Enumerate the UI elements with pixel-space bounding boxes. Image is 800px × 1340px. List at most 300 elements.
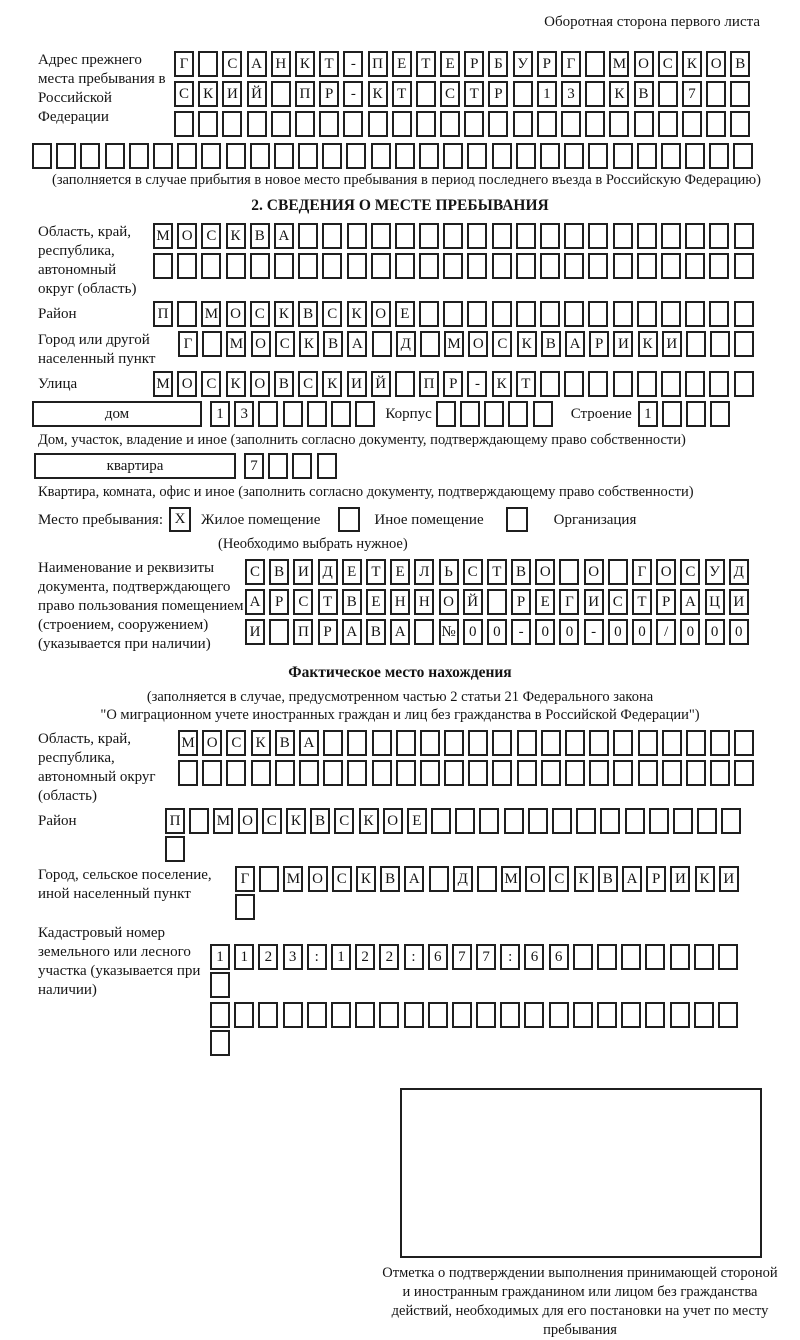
char-cell[interactable] — [419, 253, 439, 279]
char-cell[interactable] — [443, 223, 463, 249]
char-cell[interactable]: Й — [247, 81, 267, 107]
char-cell[interactable] — [250, 143, 270, 169]
char-cell[interactable] — [343, 111, 363, 137]
char-cell[interactable]: Д — [729, 559, 749, 585]
char-cell[interactable] — [431, 808, 451, 834]
char-cell[interactable] — [177, 301, 197, 327]
char-cell[interactable]: В — [634, 81, 654, 107]
char-cell[interactable] — [419, 223, 439, 249]
char-cell[interactable] — [234, 1002, 254, 1028]
char-cell[interactable]: П — [368, 51, 388, 77]
char-cell[interactable] — [637, 301, 657, 327]
char-cell[interactable] — [694, 1002, 714, 1028]
char-cell[interactable] — [573, 944, 593, 970]
char-cell[interactable]: К — [359, 808, 379, 834]
char-cell[interactable]: Г — [178, 331, 198, 357]
char-cell[interactable] — [649, 808, 669, 834]
char-cell[interactable] — [467, 143, 487, 169]
char-cell[interactable] — [710, 730, 730, 756]
char-cell[interactable]: К — [295, 51, 315, 77]
char-cell[interactable] — [298, 143, 318, 169]
char-cell[interactable] — [355, 1002, 375, 1028]
char-cell[interactable] — [210, 1002, 230, 1028]
char-cell[interactable] — [226, 253, 246, 279]
char-cell[interactable] — [658, 81, 678, 107]
char-cell[interactable]: Л — [414, 559, 434, 585]
char-cell[interactable] — [251, 760, 271, 786]
char-cell[interactable] — [80, 143, 100, 169]
char-cell[interactable]: В — [730, 51, 750, 77]
char-cell[interactable] — [686, 730, 706, 756]
char-cell[interactable]: О — [706, 51, 726, 77]
char-cell[interactable]: С — [322, 301, 342, 327]
char-cell[interactable] — [609, 111, 629, 137]
char-cell[interactable] — [198, 51, 218, 77]
char-cell[interactable] — [258, 401, 278, 427]
char-cell[interactable] — [709, 223, 729, 249]
char-cell[interactable]: - — [343, 81, 363, 107]
char-cell[interactable]: К — [286, 808, 306, 834]
char-cell[interactable]: Р — [319, 81, 339, 107]
char-cell[interactable] — [706, 81, 726, 107]
char-cell[interactable] — [268, 453, 288, 479]
char-cell[interactable]: Е — [390, 559, 410, 585]
char-cell[interactable]: Р — [646, 866, 666, 892]
char-cell[interactable] — [517, 730, 537, 756]
char-cell[interactable] — [613, 253, 633, 279]
stay-type-checkbox-org[interactable] — [506, 507, 528, 532]
char-cell[interactable]: Т — [416, 51, 436, 77]
char-cell[interactable] — [730, 111, 750, 137]
char-cell[interactable] — [661, 371, 681, 397]
char-cell[interactable]: : — [500, 944, 520, 970]
char-cell[interactable] — [347, 223, 367, 249]
char-cell[interactable]: 0 — [705, 619, 725, 645]
char-cell[interactable] — [540, 143, 560, 169]
char-cell[interactable] — [638, 760, 658, 786]
char-cell[interactable] — [371, 143, 391, 169]
char-cell[interactable] — [259, 866, 279, 892]
char-cell[interactable]: Н — [390, 589, 410, 615]
char-cell[interactable] — [477, 866, 497, 892]
char-cell[interactable] — [710, 401, 730, 427]
char-cell[interactable] — [283, 401, 303, 427]
char-cell[interactable]: С — [608, 589, 628, 615]
char-cell[interactable] — [347, 760, 367, 786]
char-cell[interactable]: 3 — [234, 401, 254, 427]
char-cell[interactable]: / — [656, 619, 676, 645]
char-cell[interactable]: 7 — [452, 944, 472, 970]
char-cell[interactable] — [709, 143, 729, 169]
char-cell[interactable] — [347, 253, 367, 279]
char-cell[interactable]: И — [293, 559, 313, 585]
char-cell[interactable] — [564, 223, 584, 249]
char-cell[interactable]: А — [247, 51, 267, 77]
char-cell[interactable] — [634, 111, 654, 137]
char-cell[interactable] — [734, 371, 754, 397]
char-cell[interactable]: К — [347, 301, 367, 327]
char-cell[interactable] — [428, 1002, 448, 1028]
char-cell[interactable]: - — [467, 371, 487, 397]
char-cell[interactable]: 7 — [476, 944, 496, 970]
char-cell[interactable]: 0 — [632, 619, 652, 645]
char-cell[interactable]: В — [380, 866, 400, 892]
char-cell[interactable] — [638, 730, 658, 756]
char-cell[interactable] — [436, 401, 456, 427]
char-cell[interactable] — [585, 51, 605, 77]
char-cell[interactable] — [479, 808, 499, 834]
char-cell[interactable]: 0 — [729, 619, 749, 645]
char-cell[interactable] — [694, 944, 714, 970]
char-cell[interactable] — [416, 111, 436, 137]
char-cell[interactable] — [589, 730, 609, 756]
char-cell[interactable]: Д — [318, 559, 338, 585]
char-cell[interactable]: К — [198, 81, 218, 107]
char-cell[interactable]: М — [178, 730, 198, 756]
char-cell[interactable]: 1 — [234, 944, 254, 970]
char-cell[interactable] — [733, 143, 753, 169]
char-cell[interactable] — [541, 730, 561, 756]
char-cell[interactable] — [564, 371, 584, 397]
char-cell[interactable]: К — [609, 81, 629, 107]
char-cell[interactable]: - — [343, 51, 363, 77]
char-cell[interactable] — [323, 760, 343, 786]
char-cell[interactable]: С — [201, 223, 221, 249]
char-cell[interactable]: С — [680, 559, 700, 585]
char-cell[interactable] — [516, 223, 536, 249]
char-cell[interactable] — [588, 301, 608, 327]
char-cell[interactable]: В — [342, 589, 362, 615]
char-cell[interactable]: - — [511, 619, 531, 645]
char-cell[interactable] — [637, 143, 657, 169]
char-cell[interactable]: С — [201, 371, 221, 397]
char-cell[interactable]: К — [492, 371, 512, 397]
char-cell[interactable] — [371, 253, 391, 279]
char-cell[interactable]: М — [226, 331, 246, 357]
char-cell[interactable] — [468, 730, 488, 756]
char-cell[interactable]: Р — [656, 589, 676, 615]
stay-type-checkbox-zhiloe[interactable]: X — [169, 507, 191, 532]
char-cell[interactable]: М — [153, 223, 173, 249]
char-cell[interactable] — [201, 253, 221, 279]
char-cell[interactable]: М — [609, 51, 629, 77]
char-cell[interactable] — [202, 331, 222, 357]
stay-type-checkbox-inoe[interactable] — [338, 507, 360, 532]
char-cell[interactable] — [346, 143, 366, 169]
char-cell[interactable]: О — [177, 223, 197, 249]
char-cell[interactable]: Т — [516, 371, 536, 397]
char-cell[interactable] — [452, 1002, 472, 1028]
char-cell[interactable] — [710, 331, 730, 357]
char-cell[interactable]: О — [371, 301, 391, 327]
char-cell[interactable] — [686, 401, 706, 427]
char-cell[interactable]: Р — [464, 51, 484, 77]
char-cell[interactable] — [589, 760, 609, 786]
char-cell[interactable] — [549, 1002, 569, 1028]
char-cell[interactable] — [685, 143, 705, 169]
char-cell[interactable]: 2 — [355, 944, 375, 970]
char-cell[interactable]: Р — [511, 589, 531, 615]
char-cell[interactable]: С — [658, 51, 678, 77]
char-cell[interactable]: Р — [537, 51, 557, 77]
char-cell[interactable]: С — [226, 730, 246, 756]
char-cell[interactable] — [492, 223, 512, 249]
char-cell[interactable] — [444, 760, 464, 786]
char-cell[interactable]: К — [638, 331, 658, 357]
char-cell[interactable]: Т — [366, 559, 386, 585]
char-cell[interactable] — [275, 760, 295, 786]
char-cell[interactable] — [235, 894, 255, 920]
char-cell[interactable] — [670, 1002, 690, 1028]
char-cell[interactable]: 0 — [535, 619, 555, 645]
char-cell[interactable] — [368, 111, 388, 137]
char-cell[interactable]: Т — [392, 81, 412, 107]
char-cell[interactable] — [392, 111, 412, 137]
char-cell[interactable] — [322, 143, 342, 169]
char-cell[interactable]: Т — [632, 589, 652, 615]
char-cell[interactable] — [105, 143, 125, 169]
char-cell[interactable] — [685, 223, 705, 249]
char-cell[interactable]: В — [275, 730, 295, 756]
char-cell[interactable]: К — [299, 331, 319, 357]
char-cell[interactable] — [129, 143, 149, 169]
char-cell[interactable] — [513, 111, 533, 137]
char-cell[interactable]: О — [308, 866, 328, 892]
char-cell[interactable] — [673, 808, 693, 834]
char-cell[interactable] — [564, 253, 584, 279]
char-cell[interactable] — [174, 111, 194, 137]
char-cell[interactable] — [56, 143, 76, 169]
char-cell[interactable] — [201, 143, 221, 169]
char-cell[interactable]: В — [274, 371, 294, 397]
char-cell[interactable] — [564, 301, 584, 327]
char-cell[interactable] — [476, 1002, 496, 1028]
char-cell[interactable]: П — [153, 301, 173, 327]
char-cell[interactable] — [298, 253, 318, 279]
char-cell[interactable] — [331, 1002, 351, 1028]
char-cell[interactable] — [468, 760, 488, 786]
char-cell[interactable] — [730, 81, 750, 107]
char-cell[interactable]: Й — [371, 371, 391, 397]
char-cell[interactable] — [416, 81, 436, 107]
char-cell[interactable]: Р — [443, 371, 463, 397]
char-cell[interactable] — [613, 371, 633, 397]
char-cell[interactable]: К — [368, 81, 388, 107]
char-cell[interactable] — [429, 866, 449, 892]
char-cell[interactable]: О — [238, 808, 258, 834]
char-cell[interactable] — [372, 331, 392, 357]
char-cell[interactable] — [537, 111, 557, 137]
char-cell[interactable]: А — [404, 866, 424, 892]
char-cell[interactable] — [283, 1002, 303, 1028]
char-cell[interactable] — [564, 143, 584, 169]
char-cell[interactable] — [734, 253, 754, 279]
char-cell[interactable] — [295, 111, 315, 137]
char-cell[interactable] — [467, 301, 487, 327]
char-cell[interactable] — [706, 111, 726, 137]
char-cell[interactable] — [271, 111, 291, 137]
char-cell[interactable]: С — [262, 808, 282, 834]
char-cell[interactable]: 2 — [379, 944, 399, 970]
char-cell[interactable] — [661, 253, 681, 279]
char-cell[interactable]: Г — [235, 866, 255, 892]
char-cell[interactable] — [396, 760, 416, 786]
char-cell[interactable]: П — [293, 619, 313, 645]
char-cell[interactable] — [625, 808, 645, 834]
char-cell[interactable]: У — [513, 51, 533, 77]
char-cell[interactable] — [608, 559, 628, 585]
char-cell[interactable]: И — [584, 589, 604, 615]
char-cell[interactable]: А — [565, 331, 585, 357]
char-cell[interactable] — [347, 730, 367, 756]
char-cell[interactable]: О — [439, 589, 459, 615]
char-cell[interactable] — [685, 253, 705, 279]
char-cell[interactable]: И — [222, 81, 242, 107]
char-cell[interactable] — [661, 223, 681, 249]
char-cell[interactable] — [686, 760, 706, 786]
char-cell[interactable]: Г — [561, 51, 581, 77]
char-cell[interactable] — [492, 730, 512, 756]
char-cell[interactable]: Е — [440, 51, 460, 77]
char-cell[interactable]: М — [153, 371, 173, 397]
char-cell[interactable] — [645, 944, 665, 970]
char-cell[interactable] — [528, 808, 548, 834]
char-cell[interactable] — [444, 730, 464, 756]
char-cell[interactable] — [613, 760, 633, 786]
char-cell[interactable]: О — [468, 331, 488, 357]
char-cell[interactable] — [561, 111, 581, 137]
char-cell[interactable]: В — [250, 223, 270, 249]
char-cell[interactable] — [153, 253, 173, 279]
char-cell[interactable]: 3 — [283, 944, 303, 970]
char-cell[interactable] — [682, 111, 702, 137]
char-cell[interactable] — [516, 301, 536, 327]
char-cell[interactable] — [443, 301, 463, 327]
char-cell[interactable]: 0 — [463, 619, 483, 645]
char-cell[interactable]: М — [201, 301, 221, 327]
char-cell[interactable]: Т — [318, 589, 338, 615]
char-cell[interactable] — [613, 730, 633, 756]
char-cell[interactable]: С — [549, 866, 569, 892]
char-cell[interactable]: О — [202, 730, 222, 756]
char-cell[interactable] — [597, 1002, 617, 1028]
char-cell[interactable]: Р — [488, 81, 508, 107]
char-cell[interactable]: К — [251, 730, 271, 756]
char-cell[interactable]: В — [310, 808, 330, 834]
char-cell[interactable]: П — [295, 81, 315, 107]
char-cell[interactable] — [222, 111, 242, 137]
char-cell[interactable]: В — [269, 559, 289, 585]
char-cell[interactable] — [637, 223, 657, 249]
char-cell[interactable] — [588, 371, 608, 397]
char-cell[interactable]: С — [332, 866, 352, 892]
char-cell[interactable] — [319, 111, 339, 137]
char-cell[interactable] — [372, 730, 392, 756]
char-cell[interactable] — [460, 401, 480, 427]
char-cell[interactable]: - — [584, 619, 604, 645]
char-cell[interactable]: В — [511, 559, 531, 585]
char-cell[interactable] — [420, 331, 440, 357]
char-cell[interactable]: К — [574, 866, 594, 892]
char-cell[interactable] — [645, 1002, 665, 1028]
char-cell[interactable] — [697, 808, 717, 834]
char-cell[interactable]: Б — [488, 51, 508, 77]
char-cell[interactable]: Е — [342, 559, 362, 585]
char-cell[interactable] — [210, 972, 230, 998]
char-cell[interactable]: К — [517, 331, 537, 357]
char-cell[interactable]: : — [404, 944, 424, 970]
char-cell[interactable] — [177, 253, 197, 279]
char-cell[interactable]: 1 — [210, 401, 230, 427]
char-cell[interactable]: А — [245, 589, 265, 615]
char-cell[interactable]: О — [226, 301, 246, 327]
char-cell[interactable] — [597, 944, 617, 970]
char-cell[interactable]: С — [334, 808, 354, 834]
char-cell[interactable]: 0 — [559, 619, 579, 645]
char-cell[interactable]: С — [463, 559, 483, 585]
char-cell[interactable]: 1 — [537, 81, 557, 107]
char-cell[interactable] — [621, 1002, 641, 1028]
char-cell[interactable]: 1 — [331, 944, 351, 970]
char-cell[interactable] — [516, 253, 536, 279]
char-cell[interactable]: Г — [174, 51, 194, 77]
char-cell[interactable] — [404, 1002, 424, 1028]
char-cell[interactable]: А — [274, 223, 294, 249]
char-cell[interactable] — [177, 143, 197, 169]
char-cell[interactable]: С — [250, 301, 270, 327]
char-cell[interactable] — [613, 143, 633, 169]
char-cell[interactable]: М — [213, 808, 233, 834]
char-cell[interactable]: К — [274, 301, 294, 327]
char-cell[interactable] — [202, 760, 222, 786]
char-cell[interactable] — [322, 253, 342, 279]
char-cell[interactable]: О — [656, 559, 676, 585]
char-cell[interactable]: С — [245, 559, 265, 585]
char-cell[interactable] — [621, 944, 641, 970]
char-cell[interactable] — [588, 143, 608, 169]
char-cell[interactable] — [662, 401, 682, 427]
char-cell[interactable]: Р — [318, 619, 338, 645]
char-cell[interactable] — [226, 143, 246, 169]
char-cell[interactable] — [588, 223, 608, 249]
char-cell[interactable] — [662, 760, 682, 786]
char-cell[interactable] — [585, 111, 605, 137]
char-cell[interactable]: Е — [395, 301, 415, 327]
char-cell[interactable] — [517, 760, 537, 786]
char-cell[interactable]: А — [680, 589, 700, 615]
char-cell[interactable]: У — [705, 559, 725, 585]
char-cell[interactable] — [32, 143, 52, 169]
char-cell[interactable] — [488, 111, 508, 137]
char-cell[interactable]: В — [366, 619, 386, 645]
char-cell[interactable]: К — [226, 371, 246, 397]
char-cell[interactable]: Е — [407, 808, 427, 834]
char-cell[interactable] — [317, 453, 337, 479]
char-cell[interactable]: Й — [463, 589, 483, 615]
char-cell[interactable] — [165, 836, 185, 862]
char-cell[interactable] — [661, 143, 681, 169]
char-cell[interactable] — [541, 760, 561, 786]
char-cell[interactable] — [734, 301, 754, 327]
char-cell[interactable]: И — [613, 331, 633, 357]
char-cell[interactable]: М — [283, 866, 303, 892]
char-cell[interactable] — [487, 589, 507, 615]
char-cell[interactable]: А — [390, 619, 410, 645]
char-cell[interactable]: С — [174, 81, 194, 107]
char-cell[interactable]: О — [525, 866, 545, 892]
char-cell[interactable] — [709, 371, 729, 397]
char-cell[interactable] — [685, 301, 705, 327]
